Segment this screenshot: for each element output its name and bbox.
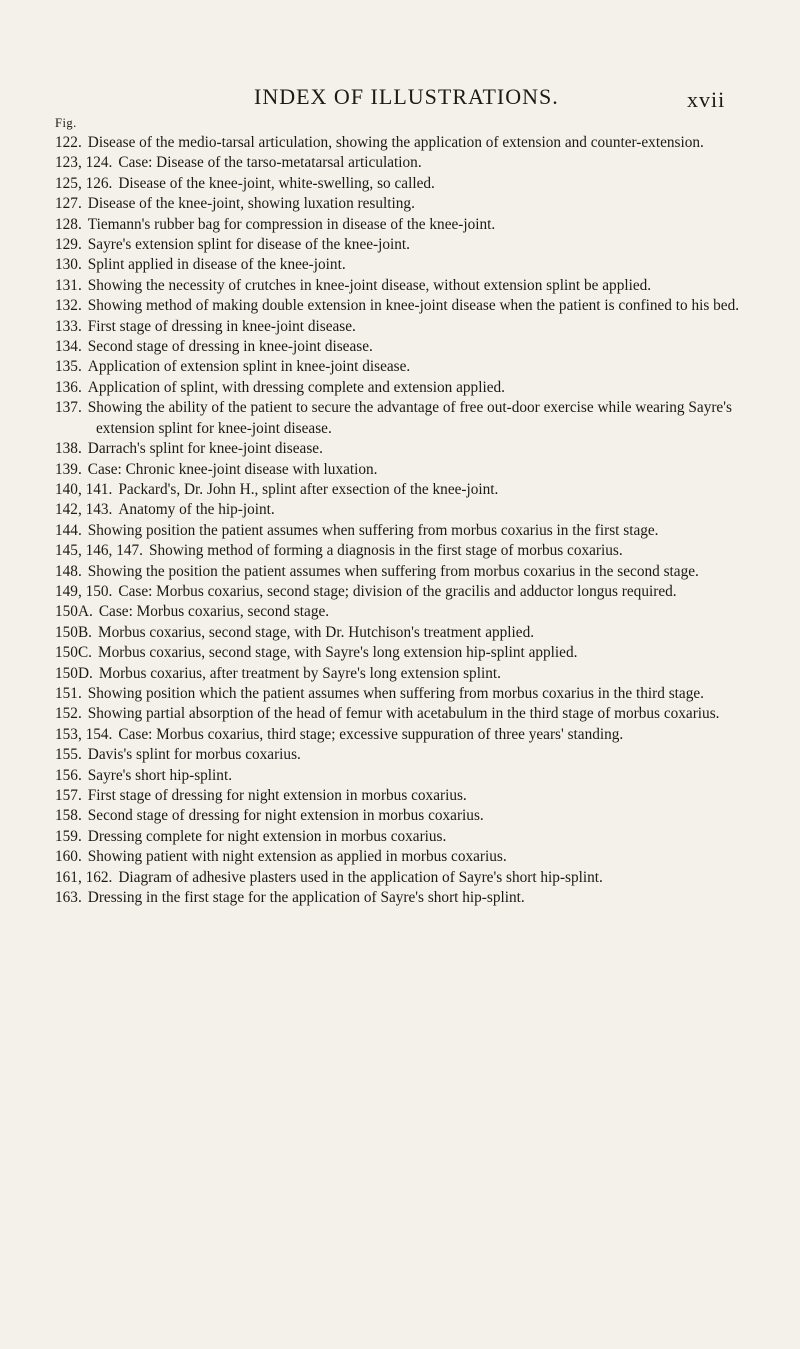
figure-number: 156. — [55, 766, 82, 784]
figure-number: 148. — [55, 562, 82, 580]
index-entry — [55, 398, 755, 439]
index-entry — [55, 133, 755, 153]
index-entry — [55, 704, 755, 724]
index-entry — [55, 460, 755, 480]
index-entry — [55, 174, 755, 194]
figure-number: 136. — [55, 378, 82, 396]
figure-number: 163. — [55, 889, 82, 907]
index-entry — [55, 153, 755, 173]
figure-number: 150C. — [55, 644, 92, 662]
figure-caption: Showing the necessity of crutches in knee-joint disease, without extension splint be applied. — [87, 276, 652, 294]
figure-caption: Davis's splint for morbus coxarius. — [87, 746, 301, 764]
figure-number: 145, 146, 147. — [55, 542, 143, 560]
figure-number: 155. — [55, 746, 82, 764]
index-entry — [55, 255, 755, 275]
figure-number: 149, 150. — [55, 582, 113, 600]
fig-column-label: Fig. — [55, 116, 77, 130]
figure-caption: Dressing in the first stage for the application of Sayre's short hip-splint. — [87, 889, 525, 907]
figure-caption: Application of extension splint in knee-joint disease. — [87, 358, 411, 376]
figure-caption: Showing method of forming a diagnosis in the first stage of morbus coxarius. — [148, 542, 623, 560]
figure-caption: Second stage of dressing in knee-joint disease. — [87, 338, 373, 356]
index-entry — [55, 786, 755, 806]
index-entry — [55, 868, 755, 888]
index-entry — [55, 623, 755, 643]
index-entry — [55, 827, 755, 847]
figure-caption: Showing the ability of the patient to secure the advantage of free out-door exercise while wearing Sayre's extension splint for knee-joint disease. — [87, 399, 732, 437]
figure-number: 140, 141. — [55, 480, 113, 498]
index-entry — [55, 296, 755, 316]
figure-caption: Showing position which the patient assumes when suffering from morbus coxarius in the third stage. — [87, 684, 704, 702]
index-entry — [55, 194, 755, 214]
figure-caption: Disease of the knee-joint, showing luxation resulting. — [87, 195, 415, 213]
figure-caption: Case: Morbus coxarius, third stage; excessive suppuration of three years' standing. — [118, 725, 624, 743]
figure-caption: Second stage of dressing for night extension in morbus coxarius. — [87, 807, 484, 825]
figure-caption: Tiemann's rubber bag for compression in disease of the knee-joint. — [87, 215, 496, 233]
figure-caption: First stage of dressing for night extension in morbus coxarius. — [87, 787, 467, 804]
index-entry — [55, 235, 755, 255]
figure-number: 134. — [55, 338, 82, 356]
figure-number: 132. — [55, 297, 82, 315]
figure-number: 157. — [55, 787, 82, 804]
index-entry — [55, 562, 755, 582]
index-entry — [55, 582, 755, 602]
figure-number: 135. — [55, 358, 82, 376]
figure-caption: Disease of the knee-joint, white-swelling, so called. — [118, 174, 435, 192]
figure-caption: Darrach's splint for knee-joint disease. — [87, 440, 323, 458]
figure-number: 129. — [55, 236, 82, 254]
figure-caption: Showing position the patient assumes when suffering from morbus coxarius in the first stage. — [87, 521, 659, 539]
figure-number: 161, 162. — [55, 868, 113, 886]
figure-caption: Case: Morbus coxarius, second stage. — [98, 603, 330, 621]
page-title: INDEX OF ILLUSTRATIONS. — [254, 84, 559, 109]
figure-caption: Morbus coxarius, second stage, with Sayre's long extension hip-splint applied. — [97, 644, 578, 662]
figure-number: 144. — [55, 521, 82, 539]
figure-number: 123, 124. — [55, 154, 113, 172]
index-entry — [55, 439, 755, 459]
index-entry — [55, 500, 755, 520]
figure-number: 127. — [55, 195, 82, 213]
index-entry — [55, 480, 755, 500]
figure-caption: Morbus coxarius, second stage, with Dr. Hutchison's treatment applied. — [97, 623, 535, 641]
index-entry — [55, 317, 755, 337]
figure-caption: Case: Disease of the tarso-metatarsal articulation. — [118, 154, 422, 172]
index-entry — [55, 664, 755, 684]
figure-caption: Application of splint, with dressing complete and extension applied. — [87, 378, 505, 396]
index-entry — [55, 643, 755, 663]
index-entry — [55, 521, 755, 541]
index-entry — [55, 806, 755, 826]
index-entry — [55, 684, 755, 704]
page-number: xvii — [687, 87, 726, 112]
figure-caption: Showing patient with night extension as applied in morbus coxarius. — [87, 848, 507, 866]
index-entry — [55, 847, 755, 867]
figure-caption: Case: Chronic knee-joint disease with luxation. — [87, 460, 378, 478]
index-entry — [55, 888, 755, 908]
index-entry — [55, 276, 755, 296]
figure-number: 130. — [55, 256, 82, 274]
index-entry — [55, 337, 755, 357]
figure-caption: Showing method of making double extension in knee-joint disease when the patient is confined to his bed. — [87, 297, 740, 315]
figure-caption: Splint applied in disease of the knee-joint. — [87, 256, 346, 274]
index-entry — [55, 215, 755, 235]
figure-number: 133. — [55, 317, 82, 335]
figure-caption: Dressing complete for night extension in morbus coxarius. — [87, 827, 447, 845]
figure-number: 160. — [55, 848, 82, 866]
figure-caption: Anatomy of the hip-joint. — [118, 501, 275, 519]
figure-number: 142, 143. — [55, 501, 113, 519]
figure-number: 150D. — [55, 664, 93, 682]
figure-number: 153, 154. — [55, 725, 113, 743]
figure-caption: Showing the position the patient assumes when suffering from morbus coxarius in the second stage. — [87, 562, 699, 580]
figure-number: 122. — [55, 134, 82, 151]
figure-number: 159. — [55, 827, 82, 845]
running-head — [0, 84, 800, 114]
figure-caption: Disease of the medio-tarsal articulation, showing the application of extension and counter-extension. — [87, 134, 704, 151]
figure-number: 125, 126. — [55, 174, 113, 192]
figure-caption: Sayre's short hip-splint. — [87, 766, 233, 784]
figure-number: 128. — [55, 215, 82, 233]
figure-number: 150B. — [55, 623, 92, 641]
figure-number: 152. — [55, 705, 82, 723]
index-entry — [55, 766, 755, 786]
figure-number: 131. — [55, 276, 82, 294]
figure-number: 158. — [55, 807, 82, 825]
index-entry — [55, 378, 755, 398]
figure-caption: Packard's, Dr. John H., splint after exsection of the knee-joint. — [118, 480, 499, 498]
index-entry — [55, 357, 755, 377]
figure-number: 150A. — [55, 603, 93, 621]
figure-caption: Case: Morbus coxarius, second stage; division of the gracilis and adductor longus required. — [118, 582, 677, 600]
figure-number: 139. — [55, 460, 82, 478]
figure-caption: Showing partial absorption of the head of femur with acetabulum in the third stage of morbus coxarius. — [87, 705, 720, 723]
illustration-index-list — [55, 133, 755, 908]
index-entry — [55, 602, 755, 622]
figure-caption: Sayre's extension splint for disease of the knee-joint. — [87, 236, 410, 254]
figure-number: 137. — [55, 399, 82, 417]
index-entry — [55, 725, 755, 745]
figure-caption: Morbus coxarius, after treatment by Sayre's long extension splint. — [98, 664, 501, 682]
index-entry — [55, 541, 755, 561]
figure-number: 138. — [55, 440, 82, 458]
figure-caption: First stage of dressing in knee-joint disease. — [87, 317, 356, 335]
index-entry — [55, 745, 755, 765]
figure-number: 151. — [55, 684, 82, 702]
figure-caption: Diagram of adhesive plasters used in the application of Sayre's short hip-splint. — [118, 868, 603, 886]
